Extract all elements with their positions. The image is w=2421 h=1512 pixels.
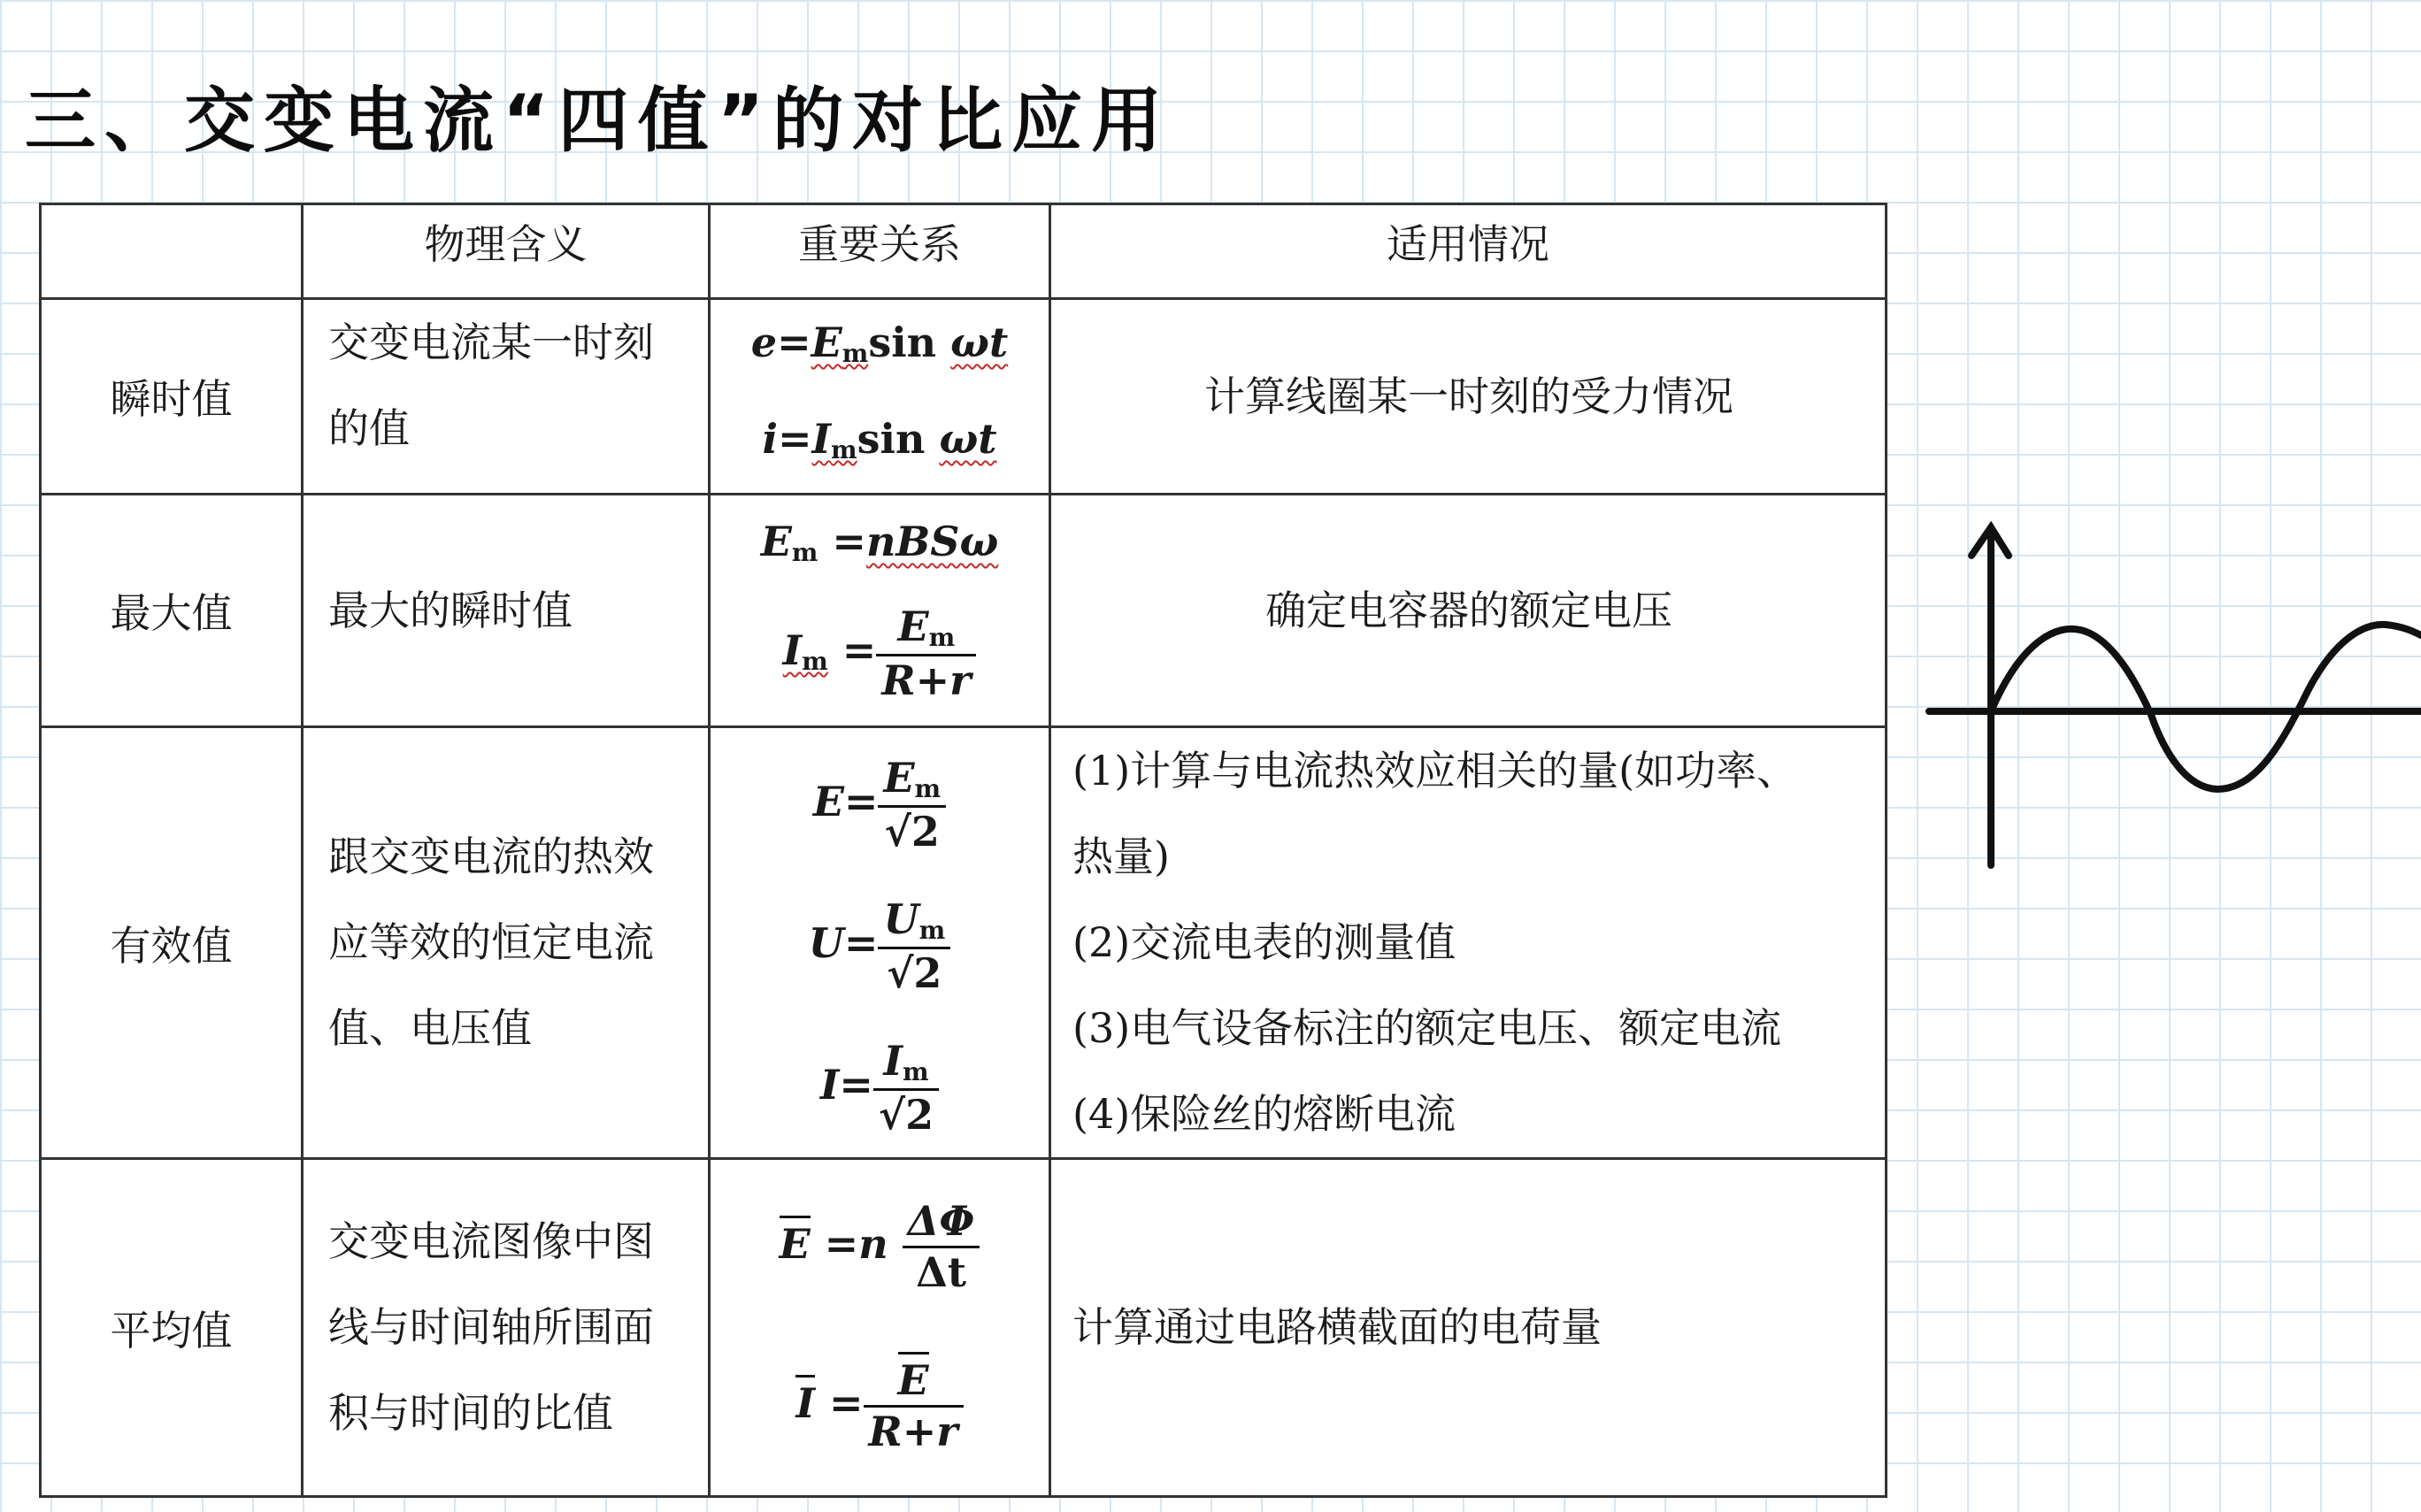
row-meaning: 最大的瞬时值 — [303, 495, 710, 727]
row-usage: 计算通过电路横截面的电荷量 — [1050, 1159, 1887, 1497]
header-meaning: 物理含义 — [303, 204, 710, 299]
usage-item: (4)保险丝的熔断电流 — [1072, 1090, 1456, 1138]
row-formulas — [710, 727, 1050, 1159]
row-usage: 确定电容器的额定电压 — [1050, 495, 1887, 727]
usage-item: (2)交流电表的测量值 — [1072, 918, 1456, 966]
table-row-effective — [41, 727, 1887, 1159]
row-formulas — [710, 299, 1050, 495]
meaning-line: 应等效的恒定电流 — [328, 918, 654, 966]
row-formulas — [710, 1159, 1050, 1497]
row-meaning — [303, 299, 710, 495]
usage-item: (1)计算与电流热效应相关的量(如功率、 — [1072, 747, 1798, 794]
formula-em-max: $E_m =nBS\omega$ — [760, 518, 999, 567]
row-label: 瞬时值 — [41, 299, 303, 495]
header-row — [41, 204, 1887, 299]
formula-i-instant: $i=I_m\sin$ ωt — [762, 415, 997, 464]
meaning-line: 的值 — [328, 404, 410, 452]
row-label: 最大值 — [41, 495, 303, 727]
header-empty — [41, 204, 303, 299]
usage-item: (3)电气设备标注的额定电压、额定电流 — [1072, 1004, 1782, 1052]
row-usage: 计算线圈某一时刻的受力情况 — [1050, 299, 1887, 495]
header-usage: 适用情况 — [1050, 204, 1887, 299]
formula-im-max: $I_m$ = $\frac{E_m}{R+r}$ — [711, 593, 1049, 719]
meaning-line: 值、电压值 — [328, 1004, 532, 1052]
row-formulas — [710, 495, 1050, 727]
formula-i-average: I = $\frac{E}{R+r}$ — [711, 1319, 1049, 1487]
row-usage — [1050, 727, 1887, 1159]
meaning-line: 交变电流某一时刻 — [328, 319, 654, 366]
formula-e-average: E =n $\frac{\Delta\Phi}{\Delta t}$ — [711, 1169, 1049, 1319]
row-label: 平均值 — [41, 1159, 303, 1497]
comparison-table — [39, 203, 1887, 1498]
row-label: 有效值 — [41, 727, 303, 1159]
formula-u-effective: U= $\frac{U_m}{√2}$ — [711, 872, 1049, 1014]
page-title: 三、交变电流“四值”的对比应用 — [25, 80, 1172, 162]
row-meaning — [303, 1159, 710, 1497]
table-row-instantaneous — [41, 299, 1887, 495]
header-relation: 重要关系 — [710, 204, 1050, 299]
formula-e-effective: E= $\frac{E_m}{√2}$ — [711, 731, 1049, 872]
meaning-line: 线与时间轴所围面 — [328, 1303, 654, 1351]
row-meaning — [303, 727, 710, 1159]
wave-curve — [1991, 625, 2421, 789]
meaning-line: 跟交变电流的热效 — [328, 833, 654, 880]
meaning-line: 积与时间的比值 — [328, 1389, 613, 1437]
table-row-average — [41, 1159, 1887, 1497]
formula-i-effective: I= $\frac{I_m}{√2}$ — [711, 1014, 1049, 1155]
sine-wave-figure — [1925, 518, 2421, 881]
formula-e-instant: $e=E_m\sin$ ωt — [750, 319, 1009, 368]
usage-item: 热量) — [1072, 833, 1170, 880]
table-row-maximum — [41, 495, 1887, 727]
meaning-line: 交变电流图像中图 — [328, 1217, 654, 1265]
